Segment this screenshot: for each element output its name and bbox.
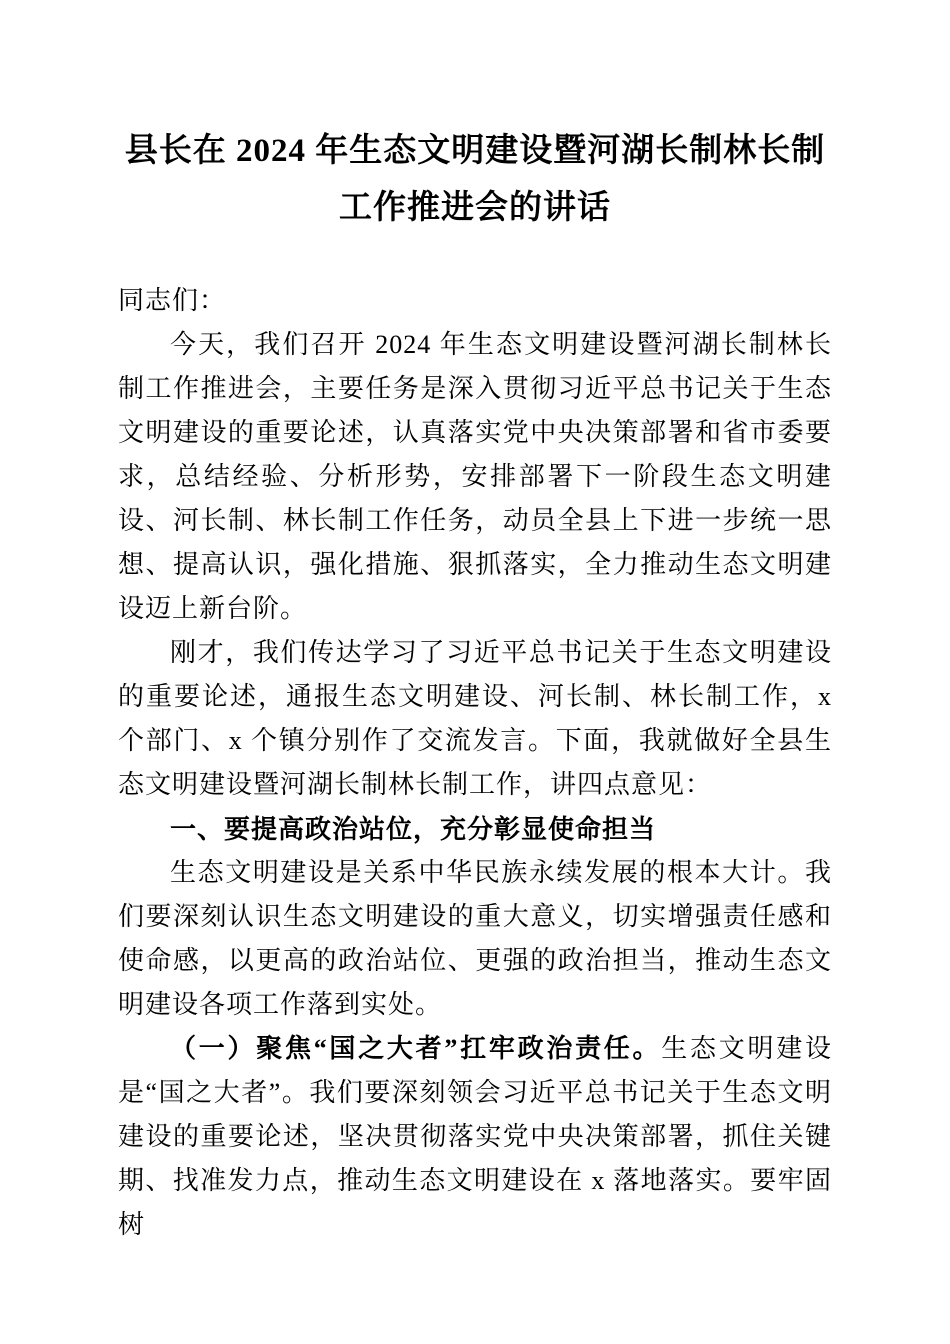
section-heading-1: 一、要提高政治站位，充分彰显使命担当 bbox=[170, 814, 657, 844]
paragraph-meeting-summary: 刚才，我们传达学习了习近平总书记关于生态文明建设的重要论述，通报生态文明建设、河长制、林长制工作，x 个部门、x 个镇分别作了交流发言。下面，我就做好全县生态文明建设暨河湖长制林长制工作，讲四点意见： bbox=[118, 638, 832, 799]
subsection-1-1-text: 生态文明建设是“国之大者”。我们要深刻领会习近平总书记关于生态文明建设的重要论述，坚决贯彻落实党中央决策部署，抓住关键期、找准发力点，推动生态文明建设在 x 落地落实。要牢固树 bbox=[118, 1034, 832, 1239]
document-title: 县长在 2024 年生态文明建设暨河湖长制林长制工作推进会的讲话 bbox=[124, 133, 826, 226]
paragraph-section1-intro: 生态文明建设是关系中华民族永续发展的根本大计。我们要深刻认识生态文明建设的重大意义，切实增强责任感和使命感，以更高的政治站位、更强的政治担当，推动生态文明建设各项工作落到实处。 bbox=[118, 858, 832, 1019]
paragraph-opening: 今天，我们召开 2024 年生态文明建设暨河湖长制林长制工作推进会，主要任务是深入贯彻习近平总书记关于生态文明建设的重要论述，认真落实党中央决策部署和省市委要求，总结经验、分析形势，安排部署下一阶段生态文明建设、河长制、林长制工作任务，动员全县上下进一步统一思想、提高认识，强化措施、狠抓落实，全力推动生态文明建设迈上新台阶。 bbox=[118, 330, 832, 623]
paragraph-subsection-1-1 bbox=[118, 1027, 832, 1247]
subsection-1-1-lead: （一）聚焦“国之大者”扛牢政治责任。 bbox=[170, 1034, 662, 1063]
salutation: 同志们： bbox=[118, 286, 227, 315]
